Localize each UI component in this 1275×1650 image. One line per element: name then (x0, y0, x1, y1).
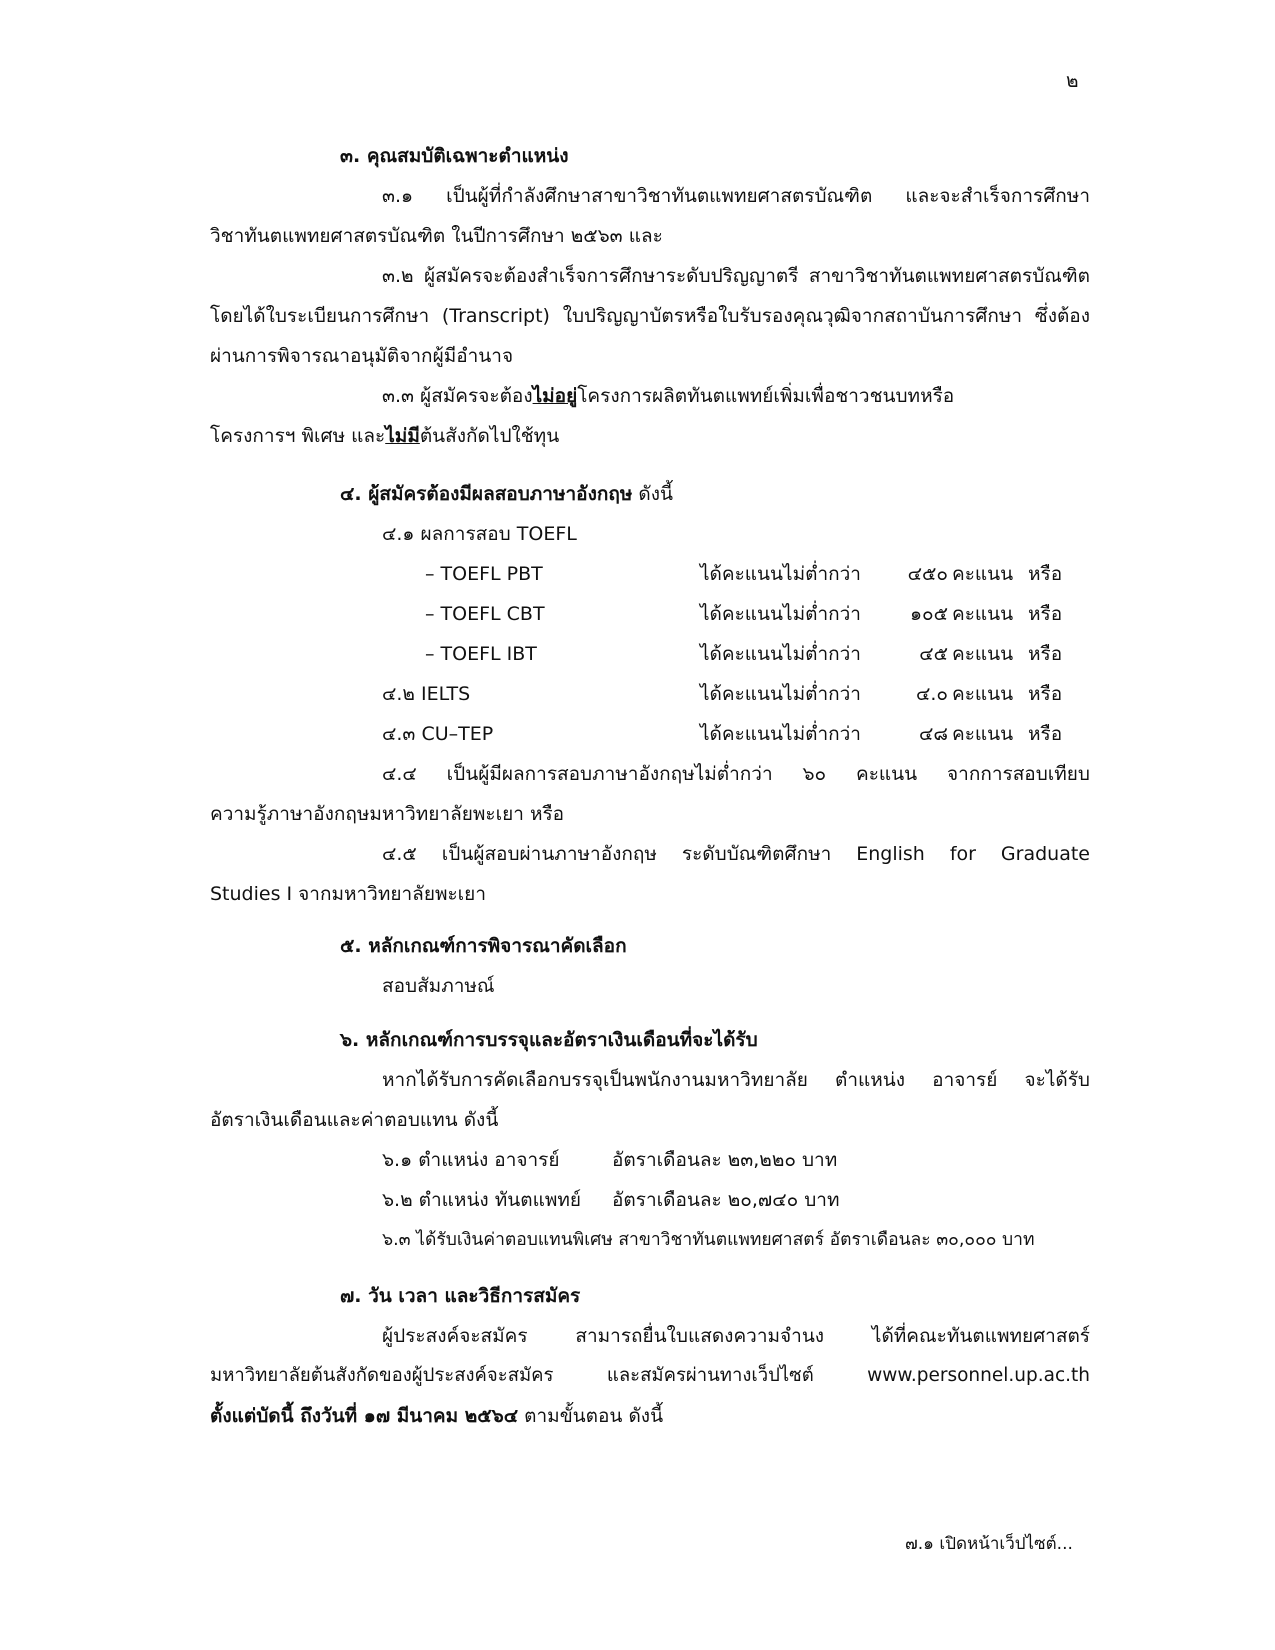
salary-rate: อัตราเดือนละ ๒๓,๒๒๐ บาท (612, 1149, 838, 1171)
para-7-line3 (210, 1402, 663, 1430)
score-unit: คะแนน (952, 723, 1014, 745)
page-footer-continuation: ๗.๑ เปิดหน้าเว็ปไซต์... (905, 1534, 1073, 1554)
section-7-heading: ๗. วัน เวลา และวิธีการสมัคร (340, 1285, 581, 1307)
section-4-heading-bold: ๔. ผู้สมัครต้องมีผลสอบภาษาอังกฤษ (340, 483, 633, 505)
section-5-heading: ๕. หลักเกณฑ์การพิจารณาคัดเลือก (340, 935, 627, 957)
para-3-3-line2-text: โครงการฯ พิเศษ และ (210, 425, 386, 447)
score-value: ๑๐๕ (909, 603, 948, 625)
salary-special-allowance: ๖.๓ ได้รับเงินค่าตอบแทนพิเศษ สาขาวิชาทันตแพทยศาสตร์ อัตราเดือนละ ๓๐,๐๐๐ บาท (382, 1230, 1035, 1250)
para-3-3-text-rest: โครงการผลิตทันตแพทย์เพิ่มเพื่อชาวชนบทหรือ (577, 385, 955, 407)
score-condition: ได้คะแนนไม่ต่ำกว่า (700, 563, 861, 585)
section-5-body: สอบสัมภาษณ์ (382, 975, 495, 997)
salary-position: ๖.๒ ตำแหน่ง ทันตแพทย์ (382, 1189, 582, 1211)
para-3-2-line1: ๓.๒ ผู้สมัครจะต้องสำเร็จการศึกษาระดับปริญญาตรี สาขาวิชาทันตแพทยศาสตรบัณฑิต (382, 265, 1090, 287)
section-4-heading-rest: ดังนี้ (632, 483, 674, 505)
section-6-heading: ๖. หลักเกณฑ์การบรรจุและอัตราเงินเดือนที่จะได้รับ (340, 1029, 758, 1051)
score-value: ๔.๐ (915, 683, 948, 705)
score-condition: ได้คะแนนไม่ต่ำกว่า (700, 723, 861, 745)
score-value: ๔๕ (919, 643, 948, 665)
salary-rate: อัตราเดือนละ ๒๐,๗๔๐ บาท (612, 1189, 840, 1211)
score-test-name: ๔.๓ CU–TEP (382, 723, 494, 745)
score-test-name: – TOEFL CBT (425, 603, 545, 625)
para-6-line1: หากได้รับการคัดเลือกบรรจุเป็นพนักงานมหาวิทยาลัย ตำแหน่ง อาจารย์ จะได้รับ (382, 1069, 1090, 1091)
para-7-line1: ผู้ประสงค์จะสมัคร สามารถยื่นใบแสดงความจำนง ได้ที่คณะทันตแพทยศาสตร์ (382, 1325, 1090, 1347)
para-4-4-line2: ความรู้ภาษาอังกฤษมหาวิทยาลัยพะเยา หรือ (210, 803, 565, 825)
score-condition: ได้คะแนนไม่ต่ำกว่า (700, 683, 861, 705)
salary-position: ๖.๑ ตำแหน่ง อาจารย์ (382, 1149, 560, 1171)
score-unit: คะแนน (952, 603, 1014, 625)
section-3-heading: ๓. คุณสมบัติเฉพาะตำแหน่ง (340, 145, 569, 167)
para-6-line2: อัตราเงินเดือนและค่าตอบแทน ดังนี้ (210, 1109, 499, 1131)
para-4-4-line1: ๔.๔ เป็นผู้มีผลการสอบภาษาอังกฤษไม่ต่ำกว่า ๖๐ คะแนน จากการสอบเทียบ (382, 763, 1090, 785)
application-deadline: ตั้งแต่บัดนี้ ถึงวันที่ ๑๗ มีนาคม ๒๕๖๔ (210, 1405, 519, 1427)
toefl-label: ๔.๑ ผลการสอบ TOEFL (382, 523, 577, 545)
score-test-name: – TOEFL IBT (425, 643, 537, 665)
para-3-3-emphasis: ไม่อยู่ (532, 385, 578, 407)
para-3-1-line1: ๓.๑ เป็นผู้ที่กำลังศึกษาสาขาวิชาทันตแพทยศาสตรบัณฑิต และจะสำเร็จการศึกษา (382, 185, 1090, 207)
para-3-3-text: ๓.๓ ผู้สมัครจะต้อง (382, 385, 533, 407)
score-test-name: ๔.๒ IELTS (382, 683, 471, 705)
section-4-heading (340, 480, 673, 508)
score-unit: คะแนน (952, 563, 1014, 585)
score-or: หรือ (1028, 643, 1063, 665)
score-unit: คะแนน (952, 683, 1014, 705)
para-3-3-line2-rest: ต้นสังกัดไปใช้ทุน (419, 425, 560, 447)
score-test-name: – TOEFL PBT (425, 563, 543, 585)
score-condition: ได้คะแนนไม่ต่ำกว่า (700, 643, 861, 665)
score-value: ๔๘ (918, 723, 948, 745)
para-7-line2: มหาวิทยาลัยต้นสังกัดของผู้ประสงค์จะสมัคร และสมัครผ่านทางเว็ปไซต์ www.personnel.up.ac.th (210, 1365, 1090, 1386)
score-or: หรือ (1028, 683, 1063, 705)
para-7-line3-rest: ตามขั้นตอน ดังนี้ (518, 1405, 664, 1427)
para-3-2-line2: โดยได้ใบระเบียนการศึกษา (Transcript) ใบปริญญาบัตรหรือใบรับรองคุณวุฒิจากสถาบันการศึกษา ซึ่งต้อง (210, 305, 1090, 327)
para-3-1-line2: วิชาทันตแพทยศาสตรบัณฑิต ในปีการศึกษา ๒๕๖๓ และ (210, 225, 663, 247)
score-value: ๔๕๐ (907, 563, 948, 585)
page-number: ๒ (1066, 70, 1079, 92)
score-or: หรือ (1028, 723, 1063, 745)
para-3-3-line1 (382, 382, 954, 410)
para-4-5-line2: Studies I จากมหาวิทยาลัยพะเยา (210, 883, 486, 905)
para-3-2-line3: ผ่านการพิจารณาอนุมัติจากผู้มีอำนาจ (210, 345, 514, 367)
score-or: หรือ (1028, 603, 1063, 625)
score-condition: ได้คะแนนไม่ต่ำกว่า (700, 603, 861, 625)
para-3-3-line2 (210, 422, 559, 450)
para-3-3-line2-emphasis: ไม่มี (385, 425, 420, 447)
para-4-5-line1: ๔.๕ เป็นผู้สอบผ่านภาษาอังกฤษ ระดับบัณฑิตศึกษา English for Graduate (382, 843, 1090, 865)
score-or: หรือ (1028, 563, 1063, 585)
score-unit: คะแนน (952, 643, 1014, 665)
